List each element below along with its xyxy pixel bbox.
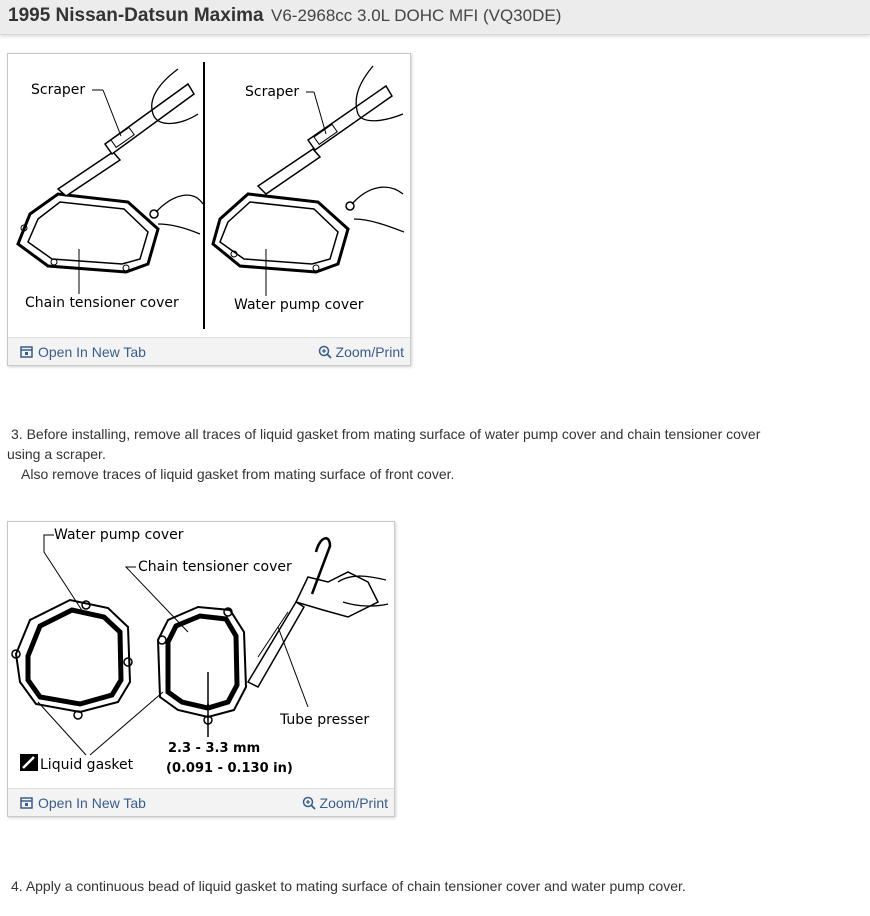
label-bead-mm: 2.3 - 3.3 mm	[168, 741, 261, 756]
new-tab-icon	[20, 345, 34, 359]
open-in-new-tab-label: Open In New Tab	[38, 344, 146, 360]
new-tab-icon	[20, 796, 34, 810]
zoom-print-link-2[interactable]	[302, 795, 388, 811]
open-in-new-tab-label: Open In New Tab	[38, 795, 146, 811]
step-4-number: 4.	[11, 878, 23, 894]
label-scraper-left: Scraper	[31, 82, 86, 98]
step-3-text-line2: using a scraper.	[7, 446, 106, 462]
label-tube-presser: Tube presser	[280, 712, 370, 728]
figure-liquid-gasket-footer	[8, 788, 394, 816]
engine-spec: V6-2968cc 3.0L DOHC MFI (VQ30DE)	[271, 6, 562, 25]
label-chain-tensioner-cover: Chain tensioner cover	[25, 295, 179, 311]
step-4-text: Apply a continuous bead of liquid gasket to mating surface of chain tensioner cover and water pump cover.	[25, 878, 686, 894]
scraper-illustration	[8, 54, 410, 337]
step-3	[7, 424, 787, 484]
label-water-pump-cover: Water pump cover	[234, 297, 364, 313]
label-chain-tensioner-cover-2: Chain tensioner cover	[138, 559, 292, 575]
zoom-print-label: Zoom/Print	[319, 795, 388, 811]
zoom-print-link[interactable]	[318, 344, 404, 360]
open-in-new-tab-link-2[interactable]	[20, 795, 146, 811]
figure-scraper	[7, 53, 411, 366]
label-scraper-right: Scraper	[245, 84, 300, 100]
zoom-icon	[318, 345, 332, 359]
figure-scraper-footer	[8, 337, 410, 365]
step-4	[7, 876, 787, 896]
figure-scraper-image	[8, 54, 410, 337]
figure-liquid-gasket	[7, 521, 395, 817]
label-bead-in: (0.091 - 0.130 in)	[166, 761, 293, 776]
zoom-print-label: Zoom/Print	[335, 344, 404, 360]
liquid-gasket-illustration	[8, 522, 394, 788]
figure-liquid-gasket-image	[8, 522, 394, 788]
open-in-new-tab-link[interactable]	[20, 344, 146, 360]
step-3-number: 3.	[11, 426, 23, 442]
zoom-icon	[302, 796, 316, 810]
page-header	[0, 0, 870, 35]
label-liquid-gasket: Liquid gasket	[40, 757, 134, 773]
label-water-pump-cover-2: Water pump cover	[54, 527, 184, 543]
vehicle-title: 1995 Nissan-Datsun Maxima	[8, 5, 264, 26]
step-3-text-line3: Also remove traces of liquid gasket from mating surface of front cover.	[21, 466, 455, 482]
step-3-text-line1: Before installing, remove all traces of liquid gasket from mating surface of water pump cover and chain tensioner cover	[26, 426, 761, 442]
